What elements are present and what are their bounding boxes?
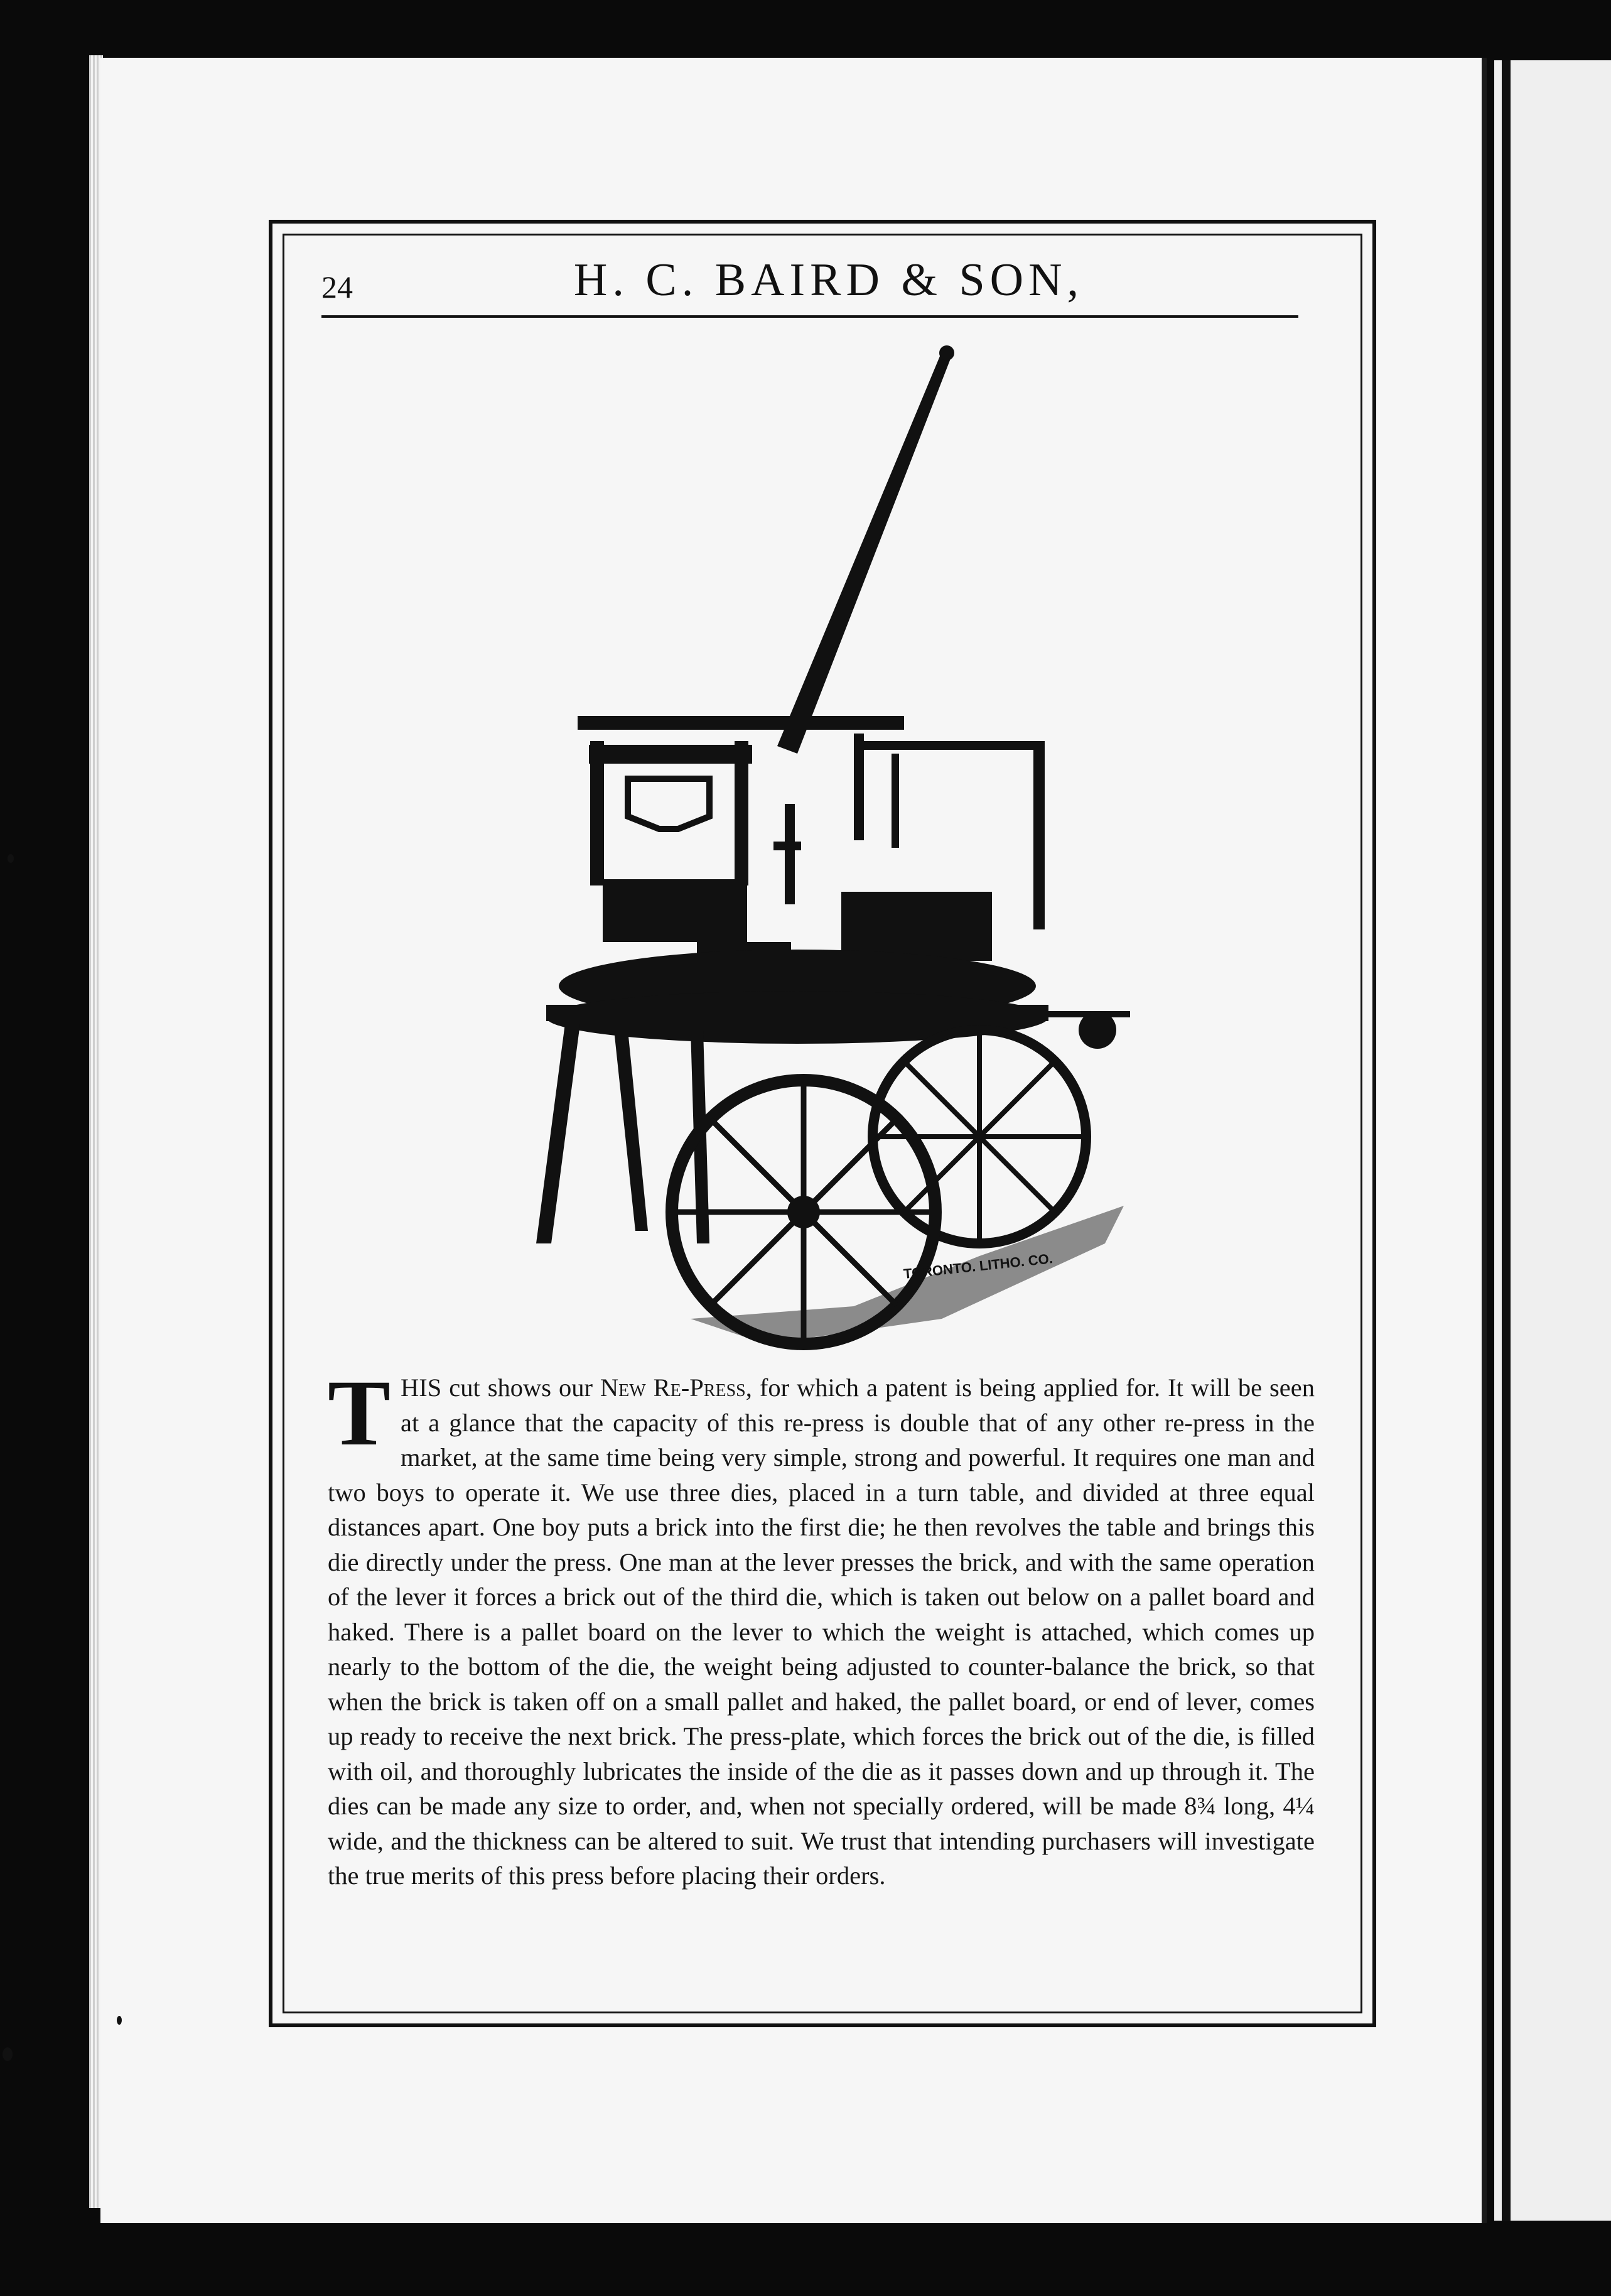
adjacent-page	[1494, 60, 1611, 2221]
lithographer-credit: TORONTO. LITHO. CO.	[902, 1250, 1053, 1282]
scan-speck	[8, 854, 14, 863]
lead-word: HIS	[401, 1373, 442, 1402]
adjacent-page-border	[1502, 60, 1511, 2221]
paragraph-text-b: , for which a patent is being applied for. It will be seen at a glance that the capacity of this re-press is double that of any other re-press in the market, at the same time being very simple, strong and powerful. It requires one man and two boys to operate it. We use three dies, placed in a turn table, and divided at three equal distances apart. One boy puts a brick into the first die; he then revolves the table and brings this die directly under the press. One man at the lever presses the brick, and with the same operation of the lever it forces a brick out of the third die, which is taken out below on a pallet board and haked. There is a pallet board on the lever to which the weight is attached, which comes up nearly to the bottom of the die, the weight being adjusted to counter-balance the brick, so that when the brick is taken off on a small pallet and haked, the pallet board, or end of lever, comes up ready to receive the next brick. The press-plate, which forces the brick out of the die, is filled with oil, and thoroughly lubricates the inside of the die as it passes down and up through it. The dies can be made any size to order, and, when not specially ordered, will be made 8¾ long, 4¼ wide, and the thickness can be altered to suit. We trust that intending purchasers will investigate the true merits of this press before placing their orders.	[328, 1373, 1315, 1890]
scan-speck	[3, 2047, 13, 2061]
paragraph-text-a: cut shows our	[441, 1373, 600, 1402]
header-rule	[321, 315, 1298, 318]
description-text	[328, 1361, 1315, 1893]
product-name: New Re-Press	[600, 1373, 746, 1402]
page-number: 24	[321, 269, 353, 305]
scan-speck	[117, 2016, 122, 2025]
page-header: H. C. BAIRD & SON,	[573, 254, 1084, 306]
re-press-illustration	[502, 339, 1161, 1356]
page-edge-shadow	[1482, 58, 1487, 2223]
drop-cap-letter: T	[328, 1361, 391, 1465]
